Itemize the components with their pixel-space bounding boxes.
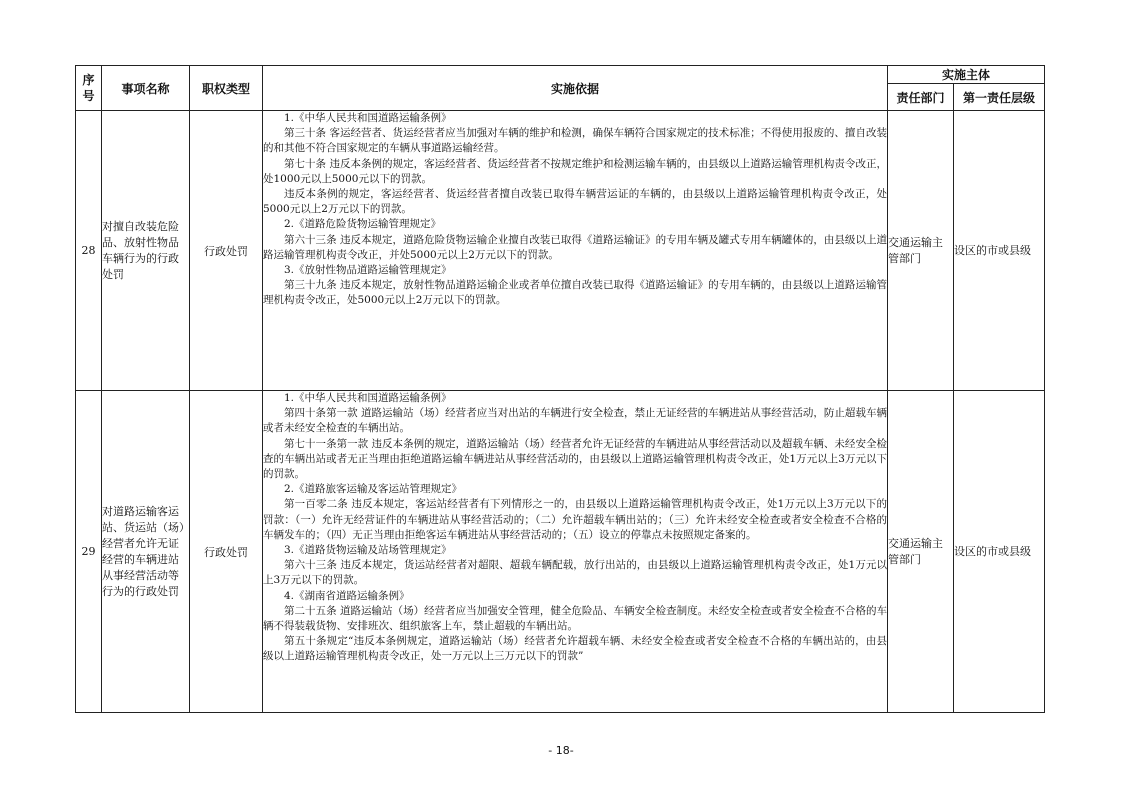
row-type: 行政处罚 xyxy=(190,111,263,391)
basis-line: 4.《湖南省道路运输条例》 xyxy=(284,589,410,602)
row-name: 对擅自改装危险品、放射性物品车辆行为的行政处罚 xyxy=(102,111,190,391)
basis-line: 第三十九条 违反本规定，放射性物品道路运输企业或者单位擅自改装已取得《道路运输证》的专用车辆的，由县级以上道路运输管理机构责令改正，处5000元以上2万元以下的罚款。 xyxy=(263,279,887,307)
basis-line: 1.《中华人民共和国道路运输条例》 xyxy=(284,392,452,404)
basis-line: 第一百零二条 违反本规定，客运站经营者有下列情形之一的，由县级以上道路运输管理机构责令改正，处1万元以上3万元以下的罚款：（一）允许无经营证件的车辆进站从事经营活动的；（二）允许超载车辆出站的；（三）允许未经安全检查或者安全检查不合格的车辆发车的；（四）无正当理由拒绝客运车辆进站从事经营活动的；（五）设立的停靠点未按照规定备案的。 xyxy=(263,498,887,541)
table-row xyxy=(76,391,1045,713)
header-level: 第一责任层级 xyxy=(954,84,1045,111)
basis-line: 2.《道路旅客运输及客运站管理规定》 xyxy=(284,483,463,496)
basis-line: 第五十条规定“违反本条例规定，道路运输站（场）经营者允许超载车辆、未经安全检查或者安全检查不合格的车辆出站的，由县级以上道路运输管理机构责令改正，处一万元以上三万元以下的罚款” xyxy=(263,635,887,663)
page-number: - 18- xyxy=(548,744,574,757)
header-seq-label: 序号 xyxy=(82,73,95,103)
row-dept: 交通运输主管部门 xyxy=(888,111,954,391)
basis-line: 第六十三条 违反本规定，货运站经营者对超限、超载车辆配载，放行出站的，由县级以上道路运输管理机构责令改正，处1万元以上3万元以下的罚款。 xyxy=(263,559,887,587)
row-basis xyxy=(263,111,888,391)
basis-line: 第三十条 客运经营者、货运经营者应当加强对车辆的维护和检测，确保车辆符合国家规定的技术标准；不得使用报废的、擅自改装的和其他不符合国家规定的车辆从事道路运输经营。 xyxy=(263,127,887,155)
header-basis: 实施依据 xyxy=(263,66,888,111)
basis-line: 第六十三条 违反本规定，道路危险货物运输企业擅自改装已取得《道路运输证》的专用车辆及罐式专用车辆罐体的，由县级以上道路运输管理机构责令改正，并处5000元以上2万元以下的罚款。 xyxy=(263,233,887,261)
basis-line: 第七十一条第一款 违反本条例的规定，道路运输站（场）经营者允许无证经营的车辆进站从事经营活动以及超载车辆、未经安全检查的车辆出站或者无正当理由拒绝道路运输车辆进站从事经营活动的，由县级以上道路运输管理机构责令改正，处1万元以上3万元以下的罚款。 xyxy=(263,437,887,481)
header-name: 事项名称 xyxy=(102,66,190,111)
table-row xyxy=(76,111,1045,391)
row-basis xyxy=(263,391,888,713)
header-type: 职权类型 xyxy=(190,66,263,111)
basis-line: 第四十条第一款 道路运输站（场）经营者应当对出站的车辆进行安全检查，禁止无证经营的车辆进站从事经营活动，防止超载车辆或者未经安全检查的车辆出站。 xyxy=(263,407,887,435)
row-seq: 29 xyxy=(76,391,102,713)
header-seq xyxy=(76,66,102,111)
basis-line: 第二十五条 道路运输站（场）经营者应当加强安全管理，健全危险品、车辆安全检查制度。未经安全检查或者安全检查不合格的车辆不得装载货物、安排班次、组织旅客上车，禁止超载的车辆出站。 xyxy=(263,604,887,633)
basis-line: 3.《道路货物运输及站场管理规定》 xyxy=(284,544,452,557)
row-name: 对道路运输客运站、货运站（场）经营者允许无证经营的车辆进站从事经营活动等行为的行政处罚 xyxy=(102,391,190,713)
basis-line: 2.《道路危险货物运输管理规定》 xyxy=(284,218,442,231)
header-dept: 责任部门 xyxy=(888,84,954,111)
row-type: 行政处罚 xyxy=(190,391,263,713)
row-dept: 交通运输主管部门 xyxy=(888,391,954,713)
enforcement-table xyxy=(75,65,1045,713)
basis-line: 第七十条 违反本条例的规定，客运经营者、货运经营者不按规定维护和检测运输车辆的，由县级以上道路运输管理机构责令改正，处1000元以上5000元以下的罚款。 xyxy=(263,157,887,185)
basis-line: 3.《放射性物品道路运输管理规定》 xyxy=(284,264,452,277)
basis-line: 1.《中华人民共和国道路运输条例》 xyxy=(284,112,452,124)
row-seq: 28 xyxy=(76,111,102,391)
basis-line: 违反本条例的规定，客运经营者、货运经营者擅自改装已取得车辆营运证的车辆的，由县级以上道路运输管理机构责令改正，处5000元以上2万元以下的罚款。 xyxy=(263,188,887,216)
row-level: 设区的市或县级 xyxy=(954,391,1045,713)
row-level: 设区的市或县级 xyxy=(954,111,1045,391)
header-subject: 实施主体 xyxy=(888,66,1045,84)
